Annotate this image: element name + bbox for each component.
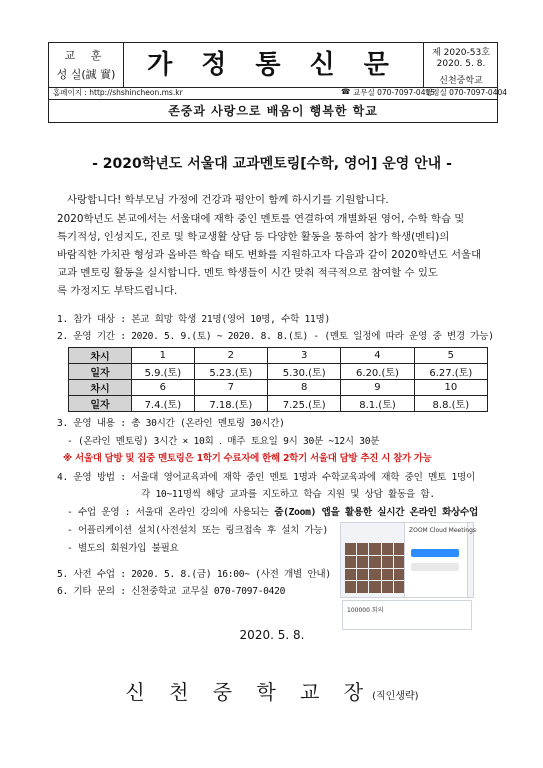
- table-cell: 10: [414, 380, 487, 396]
- table-row: [69, 348, 488, 364]
- document-info: [423, 43, 498, 87]
- video-grid-image: [345, 543, 405, 593]
- item-pre-class: 5. 사전 수업 : 2020. 5. 8.(금) 16:00~ (사전 개별 안내): [57, 569, 331, 580]
- table-cell: 8.1.(토): [341, 396, 414, 412]
- table-cell: 9: [341, 380, 414, 396]
- item-method: 4. 운영 방법 : 서울대 영어교육과에 재학 중인 멘토 1명과 수학교육과에 재학 중인 멘토 1명이: [57, 472, 475, 483]
- page-title: 가 정 통 신 문: [147, 50, 399, 80]
- intro-line: 2020학년도 본교에서는 서울대에 재학 중인 멘토를 연결하여 개별화된 영어, 수학 학습 및: [57, 213, 465, 225]
- table-cell: 7.18.(토): [194, 396, 267, 412]
- table-cell: 6.20.(토): [341, 364, 414, 380]
- table-cell: 5.23.(토): [194, 364, 267, 380]
- item-content: 3. 운영 내용 : 총 30시간 (온라인 멘토링 30시간): [57, 418, 285, 429]
- office-phone: 교무실 070-7097-0415: [353, 88, 436, 97]
- table-cell: 1: [132, 348, 195, 364]
- intro-line: 교과 멘토링 활동을 실시합니다. 멘토 학생들이 시간 맞춰 적극적으로 참여할 수 있도: [57, 267, 438, 279]
- intro-line: 특기적성, 인성지도, 진로 및 학교생활 상담 등 다양한 활동을 통하여 참가 학생(멘티)의: [57, 231, 450, 243]
- homepage-link[interactable]: 홈페이지 : http://shshincheon.ms.kr: [53, 88, 183, 97]
- footer-date: 2020. 5. 8.: [239, 628, 305, 642]
- principal-signature: [48, 676, 496, 705]
- document-date: 2020. 5. 8.: [436, 59, 486, 69]
- bullet-install: - 어플리케이션 설치(사전설치 또는 링크접속 후 설치 가능): [67, 525, 329, 536]
- notice-headline: - 2020학년도 서울대 교과멘토링[수학, 영어] 운영 안내 -: [92, 156, 452, 172]
- table-cell: 7.25.(토): [268, 396, 341, 412]
- contact-bar: [48, 86, 508, 100]
- table-cell: 5.9.(토): [132, 364, 195, 380]
- bullet-class-operation: [67, 504, 478, 518]
- signature-text: 신 천 중 학 교 장: [125, 680, 373, 704]
- table-row: [69, 396, 488, 412]
- table-cell: 일자: [69, 396, 132, 412]
- zoom-meeting-caption: 100000 회의: [347, 607, 384, 614]
- schedule-table: [68, 347, 488, 412]
- bullet-bold-text: 줌(Zoom) 앱을 활용한 실시간 온라인 화상수업: [274, 507, 478, 518]
- seal-omitted-note: (직인생략): [372, 691, 419, 702]
- table-cell: 6.27.(토): [414, 364, 487, 380]
- item-method-cont: 각 10~11명씩 해당 교과를 지도하고 학습 지원 및 상담 활동을 함.: [141, 489, 435, 500]
- motto-label: 교 훈: [64, 49, 108, 62]
- phone-icon: ☎: [341, 87, 351, 96]
- school-motto: [49, 43, 124, 87]
- table-cell: 차시: [69, 380, 132, 396]
- table-cell: 3: [268, 348, 341, 364]
- document-number: 제 2020-53호: [432, 48, 490, 58]
- table-row: [69, 364, 488, 380]
- zoom-join-button-image: [411, 549, 459, 557]
- table-cell: 7.4.(토): [132, 396, 195, 412]
- intro-line: 록 가정지도 부탁드립니다.: [57, 285, 178, 297]
- table-cell: 7: [194, 380, 267, 396]
- table-cell: 6: [132, 380, 195, 396]
- zoom-meeting-bar: [342, 600, 472, 630]
- motto-value: 성 실(誠 實): [56, 68, 116, 81]
- table-cell: 8.8.(토): [414, 396, 487, 412]
- newsletter-header: [48, 42, 498, 88]
- zoom-signin-button-image: [411, 563, 459, 571]
- table-cell: 4: [341, 348, 414, 364]
- table-cell: 5: [414, 348, 487, 364]
- bullet-no-signup: - 별도의 회원가입 불필요: [67, 543, 179, 554]
- item-inquiry: 6. 기타 문의 : 신천중학교 교무실 070-7097-0420: [57, 586, 286, 597]
- zoom-app-screen: [404, 522, 477, 598]
- table-cell: 2: [194, 348, 267, 364]
- item-period: 2. 운영 기간 : 2020. 5. 9.(토) ~ 2020. 8. 8.(토) - (멘토 일정에 따라 운영 중 변경 가능): [57, 331, 494, 342]
- table-cell: 일자: [69, 364, 132, 380]
- school-slogan: 존중과 사랑으로 배움이 행복한 학교: [48, 100, 498, 123]
- table-cell: 차시: [69, 348, 132, 364]
- bullet-text: - 수업 운영 : 서울대 온라인 강의에 사용되는: [67, 507, 275, 518]
- item-target: 1. 참가 대상 : 본교 희망 학생 21명(영어 10명, 수학 11명): [57, 314, 330, 325]
- intro-line: 바람직한 가치관 형성과 올바른 학습 태도 변화를 지원하고자 다음과 같이 2020학년도 서울대: [57, 249, 482, 261]
- table-row: [69, 380, 488, 396]
- table-cell: 8: [268, 380, 341, 396]
- zoom-caption: ZOOM Cloud Meetings: [409, 527, 477, 534]
- intro-line: 사랑합니다! 학부모님 가정에 건강과 평안이 함께 하시기를 기원합니다.: [67, 194, 389, 206]
- notice-text: ※ 서울대 담방 및 집중 멘토링은 1학기 수료자에 한해 2학기 서울대 담방 추진 시 참가 가능: [63, 453, 432, 464]
- school-name: 신천중학교: [439, 76, 483, 86]
- table-cell: 5.30.(토): [268, 364, 341, 380]
- item-content-detail: - (온라인 멘토링) 3시간 × 10회 ․ 매주 토요일 9시 30분 ~12시 30분: [67, 436, 380, 447]
- admin-phone: 행정실 070-7097-0404: [425, 88, 508, 97]
